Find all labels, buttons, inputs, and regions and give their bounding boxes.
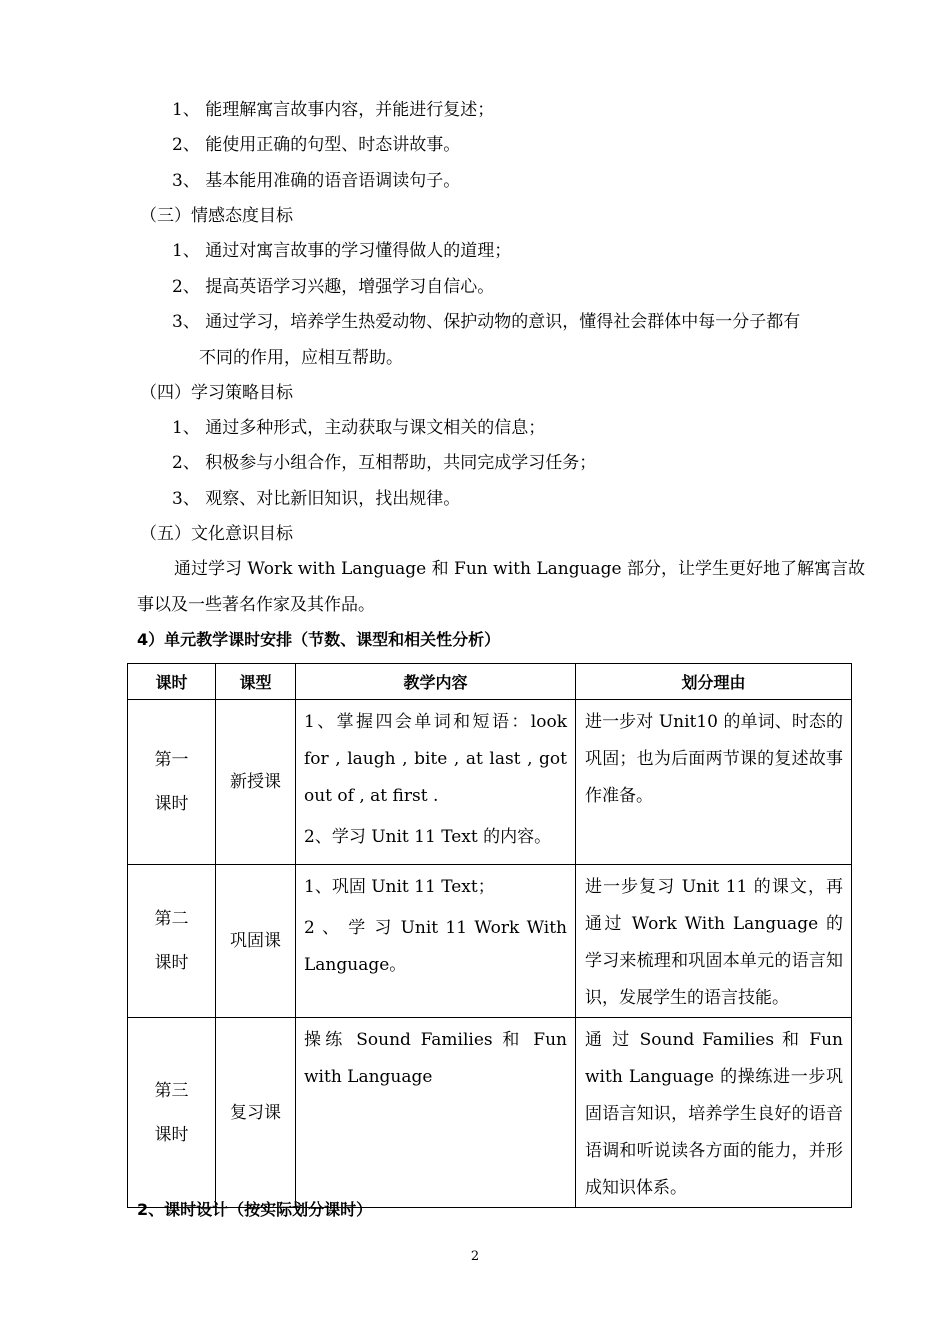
- section-heading-culture: （五）文化意识目标: [140, 524, 293, 544]
- header-type: 课型: [216, 664, 296, 700]
- culture-paragraph-line-1: 通过学习 Work with Language 和 Fun with Language 部分，让学生更好地了解寓言故: [174, 559, 866, 579]
- content-line: 1、巩固 Unit 11 Text；: [304, 877, 495, 897]
- period-label: 第三课时: [154, 1080, 189, 1145]
- content-line: 2 、 学 习 Unit 11 Work With Language。: [304, 918, 567, 975]
- table-row: [128, 700, 852, 865]
- skill-item-3: 3、 基本能用准确的语音语调读句子。: [172, 171, 461, 191]
- strategy-item-3: 3、 观察、对比新旧知识，找出规律。: [172, 489, 461, 509]
- content-cell: [296, 700, 576, 865]
- content-cell: [296, 865, 576, 1018]
- skill-item-2: 2、 能使用正确的句型、时态讲故事。: [172, 135, 461, 155]
- attitude-item-1: 1、 通过对寓言故事的学习懂得做人的道理；: [172, 241, 512, 261]
- content-line: 2、学习 Unit 11 Text 的内容。: [304, 827, 552, 847]
- header-content: 教学内容: [296, 664, 576, 700]
- lesson-schedule-table: [127, 663, 852, 1208]
- lesson-design-heading: 2、课时设计（按实际划分课时）: [137, 1200, 373, 1219]
- reason-cell: 进一步对 Unit10 的单词、时态的巩固；也为后面两节课的复述故事作准备。: [576, 700, 852, 865]
- period-label: 第一课时: [154, 750, 189, 814]
- table-row: [128, 865, 852, 1018]
- type-cell: 巩固课: [216, 865, 296, 1018]
- attitude-item-3-continued: 不同的作用，应相互帮助。: [199, 348, 403, 368]
- content-cell: [296, 1018, 576, 1208]
- culture-paragraph-line-2: 事以及一些著名作家及其作品。: [137, 595, 375, 615]
- table-row: [128, 1018, 852, 1208]
- section-heading-strategy: （四）学习策略目标: [140, 383, 293, 403]
- strategy-item-2: 2、 积极参与小组合作，互相帮助，共同完成学习任务；: [172, 453, 597, 473]
- type-cell: 新授课: [216, 700, 296, 865]
- content-line: 1、掌握四会单词和短语：look for , laugh , bite , at last , got out of , at first .: [304, 712, 567, 806]
- period-cell: [128, 1018, 216, 1208]
- attitude-item-2: 2、 提高英语学习兴趣，增强学习自信心。: [172, 277, 495, 297]
- period-cell: [128, 865, 216, 1018]
- section-heading-attitude: （三）情感态度目标: [140, 206, 293, 226]
- strategy-item-1: 1、 通过多种形式，主动获取与课文相关的信息；: [172, 418, 546, 438]
- type-cell: 复习课: [216, 1018, 296, 1208]
- header-period: 课时: [128, 664, 216, 700]
- content-line: 操练 Sound Families 和 Fun with Language: [304, 1030, 567, 1087]
- period-label: 第二课时: [154, 909, 189, 973]
- table-header-row: [128, 664, 852, 700]
- reason-cell: 通 过 Sound Families 和 Fun with Language 的操练进一步巩固语言知识，培养学生良好的语音语调和听说读各方面的能力，并形成知识体系。: [576, 1018, 852, 1208]
- period-cell: [128, 700, 216, 865]
- reason-cell: 进一步复习 Unit 11 的课文，再通过 Work With Language 的学习来梳理和巩固本单元的语言知识，发展学生的语言技能。: [576, 865, 852, 1018]
- attitude-item-3: 3、 通过学习，培养学生热爱动物、保护动物的意识，懂得社会群体中每一分子都有: [172, 312, 801, 332]
- page-number: 2: [470, 1249, 480, 1264]
- skill-item-1: 1、 能理解寓言故事内容，并能进行复述；: [172, 100, 495, 120]
- schedule-heading: 4）单元教学课时安排（节数、课型和相关性分析）: [137, 630, 501, 649]
- header-reason: 划分理由: [576, 664, 852, 700]
